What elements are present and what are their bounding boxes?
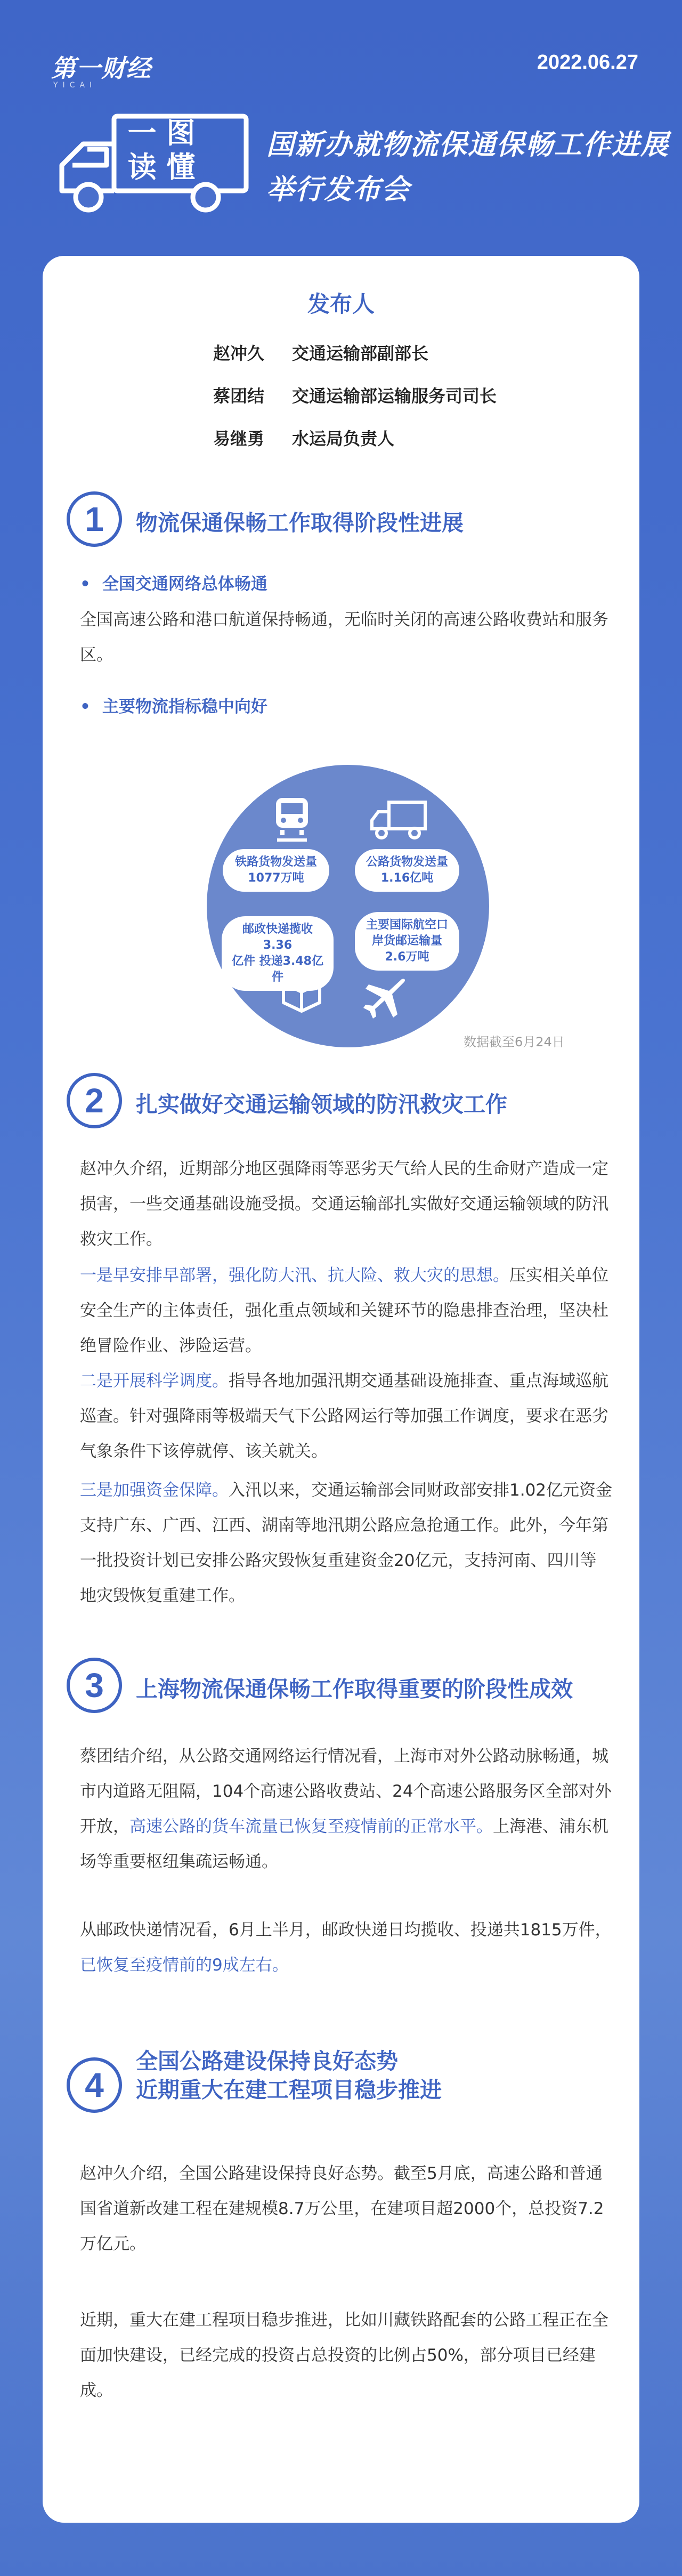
air-stat-line1: 主要国际航空口: [366, 918, 448, 932]
badge-line1: 一 图: [127, 116, 196, 150]
section-title-line1: 全国公路建设保持良好态势: [136, 2048, 398, 2074]
badge-line2: 读 懂: [127, 150, 196, 184]
road-stat: [355, 849, 459, 892]
road-quadrant: [352, 765, 489, 902]
rail-stat-label: 铁路货物发送量: [234, 855, 317, 869]
paragraph-text: 入汛以来，交通运输部会同财政部安排1.02亿元资金支持广东、广西、江西、湖南等地汛期公路应急抢通工作。此外，今年第一批投资计划已安排公路灾毁恢复重建资金20亿元，支持河南、四川等地灾毁恢复重建工作。: [80, 1481, 613, 1605]
road-stat-value: 1.16亿吨: [380, 871, 434, 885]
section-title: [136, 2047, 442, 2104]
air-quadrant: [352, 910, 489, 1047]
publisher-name: 蔡团结: [213, 386, 265, 406]
publisher-role: 水运局负责人: [292, 429, 395, 449]
headline-line1: 国新办就物流保通保畅工作进展: [266, 129, 670, 161]
headline-line2: 举行发布会: [266, 174, 411, 206]
publisher-role: 交通运输部副部长: [292, 343, 429, 364]
subheading: • 主要物流指标稳中向好: [80, 693, 267, 717]
section-number: 1: [67, 491, 122, 547]
post-stat-line2: 亿件 投递3.48亿件: [232, 955, 323, 984]
highlight: 高速公路的货车流量已恢复至疫情前的正常水平。: [129, 1817, 493, 1836]
paragraph: [80, 1473, 613, 1613]
rail-stat-value: 1077万吨: [248, 871, 304, 885]
paragraph-text: 压实相关单位安全生产的主体责任，强化重点领域和关键环节的隐患排查治理，坚决杜绝冒险作业、涉险运营。: [80, 1266, 608, 1355]
section-number: 3: [67, 1658, 122, 1713]
section-title: 上海物流保通保畅工作取得重要的阶段性成效: [136, 1676, 573, 1702]
train-icon: [271, 796, 313, 843]
paragraph: 近期，重大在建工程项目稳步推进，比如川藏铁路配套的公路工程正在全面加快建设，已经完成的投资占总投资的比例占50%，部分项目已经建成。: [80, 2311, 608, 2400]
paragraph: 赵冲久介绍，全国公路建设保持良好态势。截至5月底，高速公路和普通国省道新改建工程在建规模8.7万公里，在建项目超2000个，总投资7.2万亿元。: [80, 2164, 604, 2254]
badge-text: [116, 116, 207, 184]
section-number: 4: [67, 2057, 122, 2113]
section-number: 2: [67, 1073, 122, 1128]
paragraph: [80, 1258, 613, 1363]
paragraph-text: 指导各地加强汛期交通基础设施排查、重点海域巡航巡查。针对强降雨等极端天气下公路网运行等加强工作调度，要求在恶劣气象条件下该停就停、该关就关。: [80, 1371, 608, 1461]
package-icon: [280, 972, 323, 1014]
publisher-name: 赵冲久: [213, 343, 265, 364]
air-stat-value: 2.6万吨: [385, 950, 429, 964]
airplane-icon: [362, 976, 407, 1021]
brand-logo: 第一财经: [51, 54, 151, 83]
air-stat: [355, 912, 459, 971]
post-quadrant: [207, 910, 344, 1047]
post-stat-line1: 邮政快递揽收3.36: [242, 923, 313, 952]
publisher-row: [213, 340, 428, 365]
indicator-pie: [207, 765, 489, 1047]
paragraph: 赵冲久介绍，近期部分地区强降雨等恶劣天气给人民的生命财产造成一定损害，一些交通基础设施受损。交通运输部扎实做好交通运输领域的防汛救灾工作。: [80, 1159, 608, 1249]
air-stat-line2: 岸货邮运输量: [371, 934, 442, 948]
publisher-name: 易继勇: [213, 429, 265, 449]
section-title-line2: 近期重大在建工程项目稳步推进: [136, 2077, 442, 2103]
publisher-row: [213, 425, 394, 450]
headline: [266, 123, 669, 212]
paragraph-text: 蔡团结介绍，从公路交通网络运行情况看，上海市对外公路动脉畅通，城市内道路无阻隔，104个高速公路收费站、24个高速公路服务区全部对外开放，: [80, 1747, 612, 1836]
section-title: 物流保通保畅工作取得阶段性进展: [136, 510, 464, 536]
paragraph-text: 从邮政快递情况看，6月上半月，邮政快递日均揽收、投递共1815万件，: [80, 1920, 612, 1940]
publish-date: 2022.06.27: [537, 51, 638, 74]
header-banner: [0, 0, 682, 256]
truck-small-icon: [370, 799, 428, 842]
paragraph: [80, 1912, 613, 1983]
publishers-title: 发布人: [307, 291, 375, 317]
publisher-row: [213, 383, 497, 407]
highlight: 已恢复至疫情前的9成左右。: [80, 1956, 289, 1975]
rail-quadrant: [207, 765, 344, 902]
publisher-role: 交通运输部运输服务司司长: [292, 386, 497, 406]
road-stat-label: 公路货物发送量: [366, 855, 448, 869]
subheading: • 全国交通网络总体畅通: [80, 570, 267, 594]
data-note: 数据截至6月24日: [464, 1035, 565, 1049]
rail-stat: [223, 849, 329, 892]
content-card: [43, 256, 639, 2523]
highlight: 一是早安排早部署，强化防大汛、抗大险、救大灾的思想。: [80, 1266, 509, 1285]
highlight: 二是开展科学调度。: [80, 1371, 229, 1391]
brand-tagline: YICAI: [53, 81, 97, 90]
paragraph-text: 上海港、浦东机场等重要枢纽集疏运畅通。: [80, 1817, 608, 1871]
section-title: 扎实做好交通运输领域的防汛救灾工作: [136, 1092, 507, 1117]
paragraph: [80, 1363, 613, 1469]
paragraph: [80, 1739, 613, 1879]
highlight: 三是加强资金保障。: [80, 1481, 229, 1500]
paragraph: 全国高速公路和港口航道保持畅通，无临时关闭的高速公路收费站和服务区。: [80, 610, 608, 665]
